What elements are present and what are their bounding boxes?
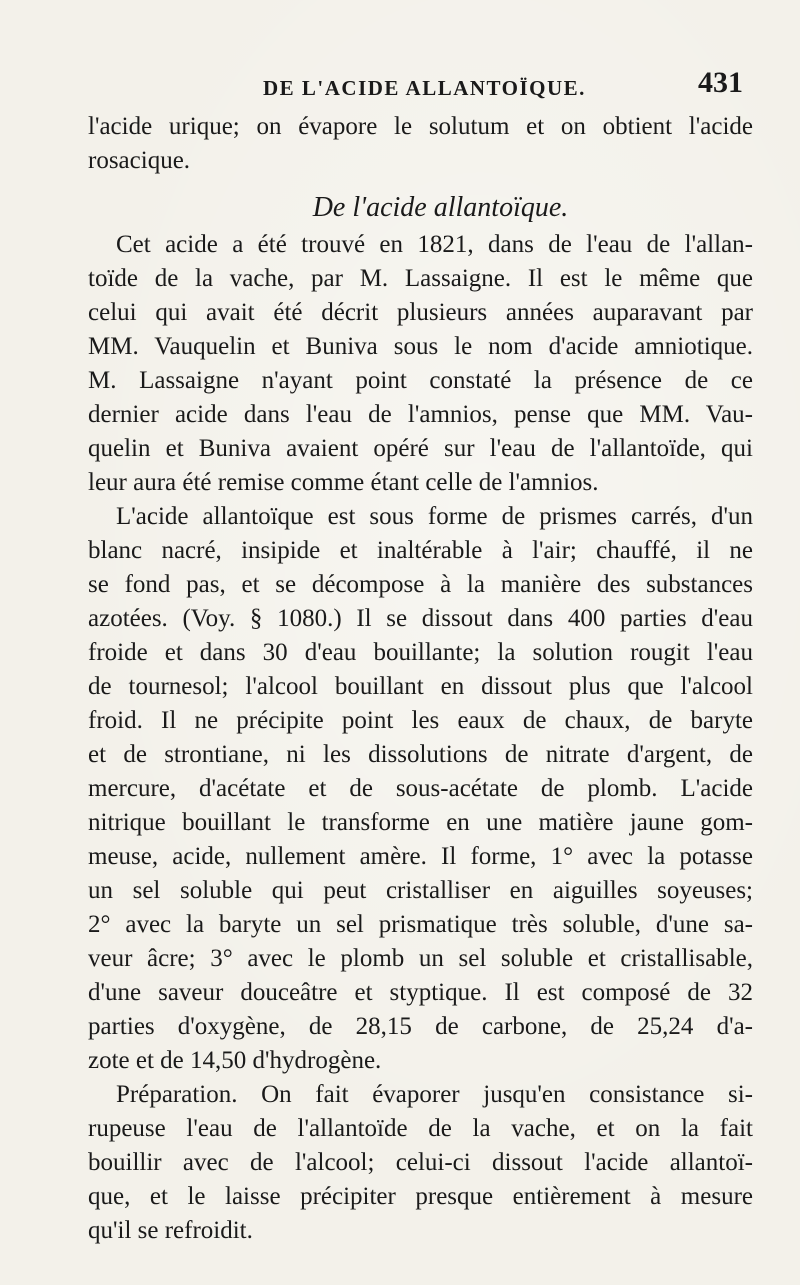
text-line: celui qui avait été décrit plusieurs années auparavant par bbox=[88, 299, 753, 326]
text-line: mercure, d'acétate et de sous-acétate de plomb. L'acide bbox=[88, 775, 753, 802]
text-line: blanc nacré, insipide et inaltérable à l'air; chauffé, il ne bbox=[88, 537, 753, 564]
text-line: l'acide urique; on évapore le solutum et on obtient l'acide bbox=[88, 113, 753, 140]
text-line: de tournesol; l'alcool bouillant en dissout plus que l'alcool bbox=[88, 673, 753, 700]
text-line: Cet acide a été trouvé en 1821, dans de l'eau de l'allan- bbox=[116, 231, 753, 258]
text-line: froid. Il ne précipite point les eaux de chaux, de baryte bbox=[88, 707, 753, 734]
text-line: bouillir avec de l'alcool; celui-ci dissout l'acide allantoï- bbox=[88, 1149, 753, 1176]
text-line: parties d'oxygène, de 28,15 de carbone, de 25,24 d'a- bbox=[88, 1013, 753, 1040]
text-line: M. Lassaigne n'ayant point constaté la présence de ce bbox=[88, 367, 753, 394]
text-line: meuse, acide, nullement amère. Il forme, 1° avec la potasse bbox=[88, 843, 753, 870]
text-line: zote et de 14,50 d'hydrogène. bbox=[88, 1047, 382, 1074]
text-line: L'acide allantoïque est sous forme de prismes carrés, d'un bbox=[116, 503, 753, 530]
text-line: toïde de la vache, par M. Lassaigne. Il est le même que bbox=[88, 265, 753, 292]
text-line: qu'il se refroidit. bbox=[88, 1217, 253, 1244]
text-line: quelin et Buniva avaient opéré sur l'eau de l'allantoïde, qui bbox=[88, 435, 753, 462]
text-line: dernier acide dans l'eau de l'amnios, pense que MM. Vau- bbox=[88, 401, 753, 428]
text-line: que, et le laisse précipiter presque entièrement à mesure bbox=[88, 1183, 753, 1210]
text-line: d'une saveur douceâtre et styptique. Il est composé de 32 bbox=[88, 979, 753, 1006]
text-line: froide et dans 30 d'eau bouillante; la solution rougit l'eau bbox=[88, 639, 753, 666]
text-line: rupeuse l'eau de l'allantoïde de la vache, et on la fait bbox=[88, 1115, 753, 1142]
page-number: 431 bbox=[698, 66, 743, 99]
body-text bbox=[88, 110, 753, 1248]
text-line: un sel soluble qui peut cristalliser en aiguilles soyeuses; bbox=[88, 877, 753, 904]
page-header bbox=[85, 66, 745, 112]
text-line: veur âcre; 3° avec le plomb un sel soluble et cristallisable, bbox=[88, 945, 753, 972]
text-line: 2° avec la baryte un sel prismatique très soluble, d'une sa- bbox=[88, 911, 753, 938]
text-line: MM. Vauquelin et Buniva sous le nom d'acide amniotique. bbox=[88, 333, 753, 360]
running-title: DE L'ACIDE ALLANTOÏQUE. bbox=[263, 76, 586, 100]
text-line: rosacique. bbox=[88, 147, 191, 174]
section-heading: De l'acide allantoïque. bbox=[312, 192, 569, 223]
text-line: azotées. (Voy. § 1080.) Il se dissout dans 400 parties d'eau bbox=[88, 605, 753, 632]
text-line: se fond pas, et se décompose à la manière des substances bbox=[88, 571, 753, 598]
text-line: leur aura été remise comme étant celle de l'amnios. bbox=[88, 469, 599, 496]
text-line: et de strontiane, ni les dissolutions de nitrate d'argent, de bbox=[88, 741, 753, 768]
text-line: nitrique bouillant le transforme en une matière jaune gom- bbox=[88, 809, 753, 836]
text-line: Préparation. On fait évaporer jusqu'en consistance si- bbox=[116, 1081, 753, 1108]
